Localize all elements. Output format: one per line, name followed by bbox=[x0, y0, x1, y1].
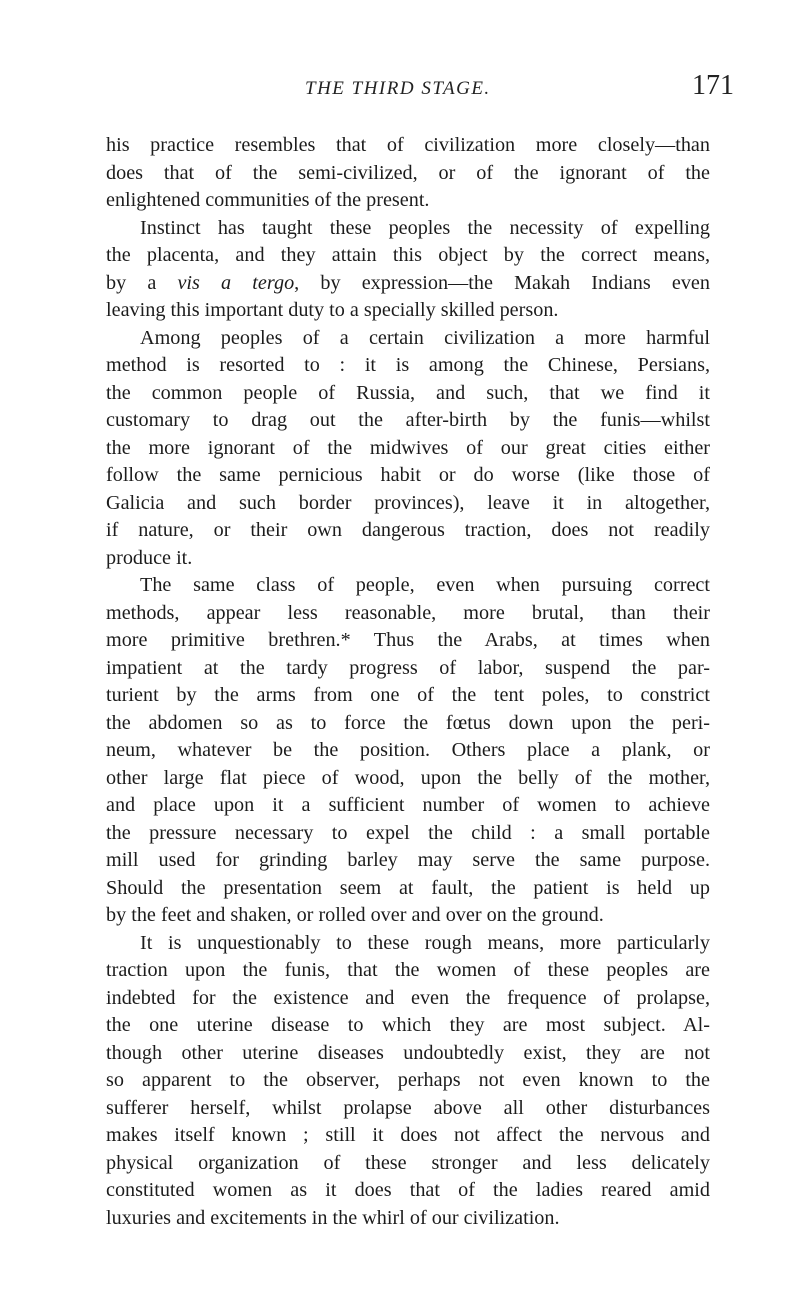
text-line: turient by the arms from one of the tent poles, to constrict bbox=[106, 684, 710, 706]
text-line: the abdomen so as to force the fœtus down upon the peri- bbox=[106, 711, 710, 734]
text-line: the placenta, and they attain this object by the correct means, bbox=[106, 244, 710, 266]
text-line: the one uterine disease to which they are most subject. Al- bbox=[106, 1014, 710, 1036]
text-line: his practice resembles that of civilization more closely—than bbox=[106, 134, 710, 156]
text-line: Instinct has taught these peoples the necessity of expelling bbox=[140, 216, 710, 239]
text-line: It is unquestionably to these rough means, more particularly bbox=[140, 931, 710, 954]
text-line: makes itself known ; still it does not affect the nervous and bbox=[106, 1124, 710, 1146]
text-line: The same class of people, even when pursuing correct bbox=[140, 574, 710, 596]
text-line: so apparent to the observer, perhaps not even known to the bbox=[106, 1069, 710, 1091]
text-line: method is resorted to : it is among the Chinese, Persians, bbox=[106, 354, 710, 376]
text-line: Should the presentation seem at fault, the patient is held up bbox=[106, 876, 710, 899]
text-line: mill used for grinding barley may serve the same purpose. bbox=[106, 849, 710, 871]
text-line: constituted women as it does that of the ladies reared amid bbox=[106, 1179, 710, 1201]
text-line: physical organization of these stronger and less delicately bbox=[106, 1151, 710, 1174]
italic-phrase: vis a tergo bbox=[177, 271, 295, 294]
page-number: 171 bbox=[692, 70, 734, 101]
text-line: more primitive brethren.* Thus the Arabs, at times when bbox=[106, 629, 710, 651]
text-line: does that of the semi-civilized, or of the ignorant of the bbox=[106, 161, 710, 184]
text-line: customary to drag out the after-birth by the funis—whilst bbox=[106, 409, 710, 431]
text-line: leaving this important duty to a specially skilled person. bbox=[106, 299, 559, 321]
text-line: methods, appear less reasonable, more brutal, than their bbox=[106, 601, 710, 624]
text-line: the pressure necessary to expel the child : a small portable bbox=[106, 821, 710, 844]
running-title: THE THIRD STAGE. bbox=[305, 78, 491, 99]
body-text bbox=[106, 132, 710, 1232]
text-line: neum, whatever be the position. Others place a plank, or bbox=[106, 739, 710, 761]
text-line: indebted for the existence and even the frequence of prolapse, bbox=[106, 986, 710, 1009]
text-line: Galicia and such border provinces), leave it in altogether, bbox=[106, 491, 710, 514]
text-line: sufferer herself, whilst prolapse above all other disturbances bbox=[106, 1096, 710, 1119]
text-line: follow the same pernicious habit or do worse (like those of bbox=[106, 464, 710, 486]
text-line: though other uterine diseases undoubtedly exist, they are not bbox=[106, 1041, 710, 1064]
text-line: produce it. bbox=[106, 546, 193, 569]
text-line: the common people of Russia, and such, that we find it bbox=[106, 381, 710, 404]
text-line: other large flat piece of wood, upon the belly of the mother, bbox=[106, 766, 710, 789]
text-line: and place upon it a sufficient number of women to achieve bbox=[106, 794, 710, 816]
text-line: traction upon the funis, that the women of these peoples are bbox=[106, 959, 710, 981]
text-line: the more ignorant of the midwives of our great cities either bbox=[106, 436, 710, 459]
running-head bbox=[0, 70, 800, 110]
text-line: by a vis a tergo, by expression—the Makah Indians even bbox=[106, 271, 710, 294]
text-line: enlightened communities of the present. bbox=[106, 189, 430, 211]
text-line: by the feet and shaken, or rolled over and over on the ground. bbox=[106, 904, 604, 926]
text-line: if nature, or their own dangerous traction, does not readily bbox=[106, 519, 710, 541]
text-line: Among peoples of a certain civilization a more harmful bbox=[140, 326, 710, 349]
text-line: luxuries and excitements in the whirl of our civilization. bbox=[106, 1206, 560, 1229]
text-line: impatient at the tardy progress of labor, suspend the par- bbox=[106, 656, 710, 679]
